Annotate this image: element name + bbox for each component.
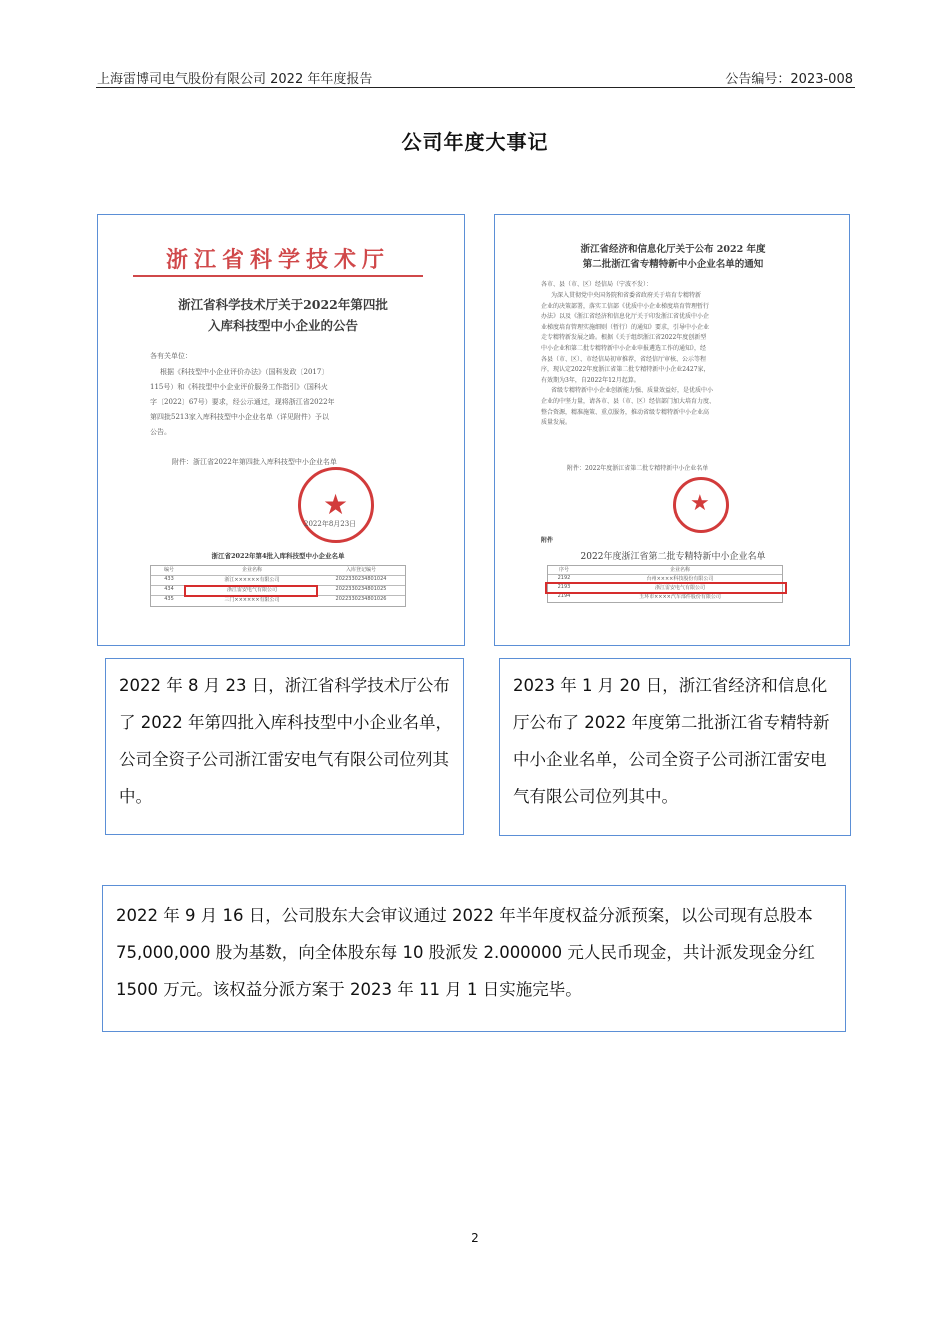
announcement-number: 公告编号：2023-008 (725, 72, 853, 87)
table-cell: 2022330234801025 (335, 586, 387, 592)
doc-title-line-2: 入库科技型中小企业的公告 (207, 318, 358, 333)
table-header-cell: 编号 (163, 567, 174, 573)
table-cell: 2022330234801026 (335, 596, 387, 602)
body-line: 省级专精特新中小企业创新能力强、质量效益好，是优质中小 (551, 387, 714, 395)
table-header-row (151, 566, 405, 576)
highlight-box (184, 585, 318, 597)
body-line: 字〔2022〕67号）要求，经公示通过，现将浙江省2022年 (150, 398, 335, 406)
caption-science-dept: 2022 年 8 月 23 日，浙江省科学技术厅公布了 2022 年第四批入库科技型中小企业名单，公司全资子公司浙江雷安电气有限公司位列其中。 (105, 658, 464, 835)
page-number: 2 (471, 1231, 479, 1245)
doc-title-line-2: 第二批浙江省专精特新中小企业名单的通知 (582, 259, 764, 270)
letterhead: 浙江省科学技术厅 (165, 247, 390, 273)
table-cell: 435 (164, 596, 174, 602)
table-cell: 三门××××××有限公司 (224, 597, 280, 603)
salutation: 各市、县（市、区）经信局（宁波不发）： (541, 281, 653, 288)
header-divider (96, 87, 855, 88)
table-row (548, 593, 782, 602)
table-header-cell: 企业名称 (669, 567, 690, 573)
attachment-label: 附件 (541, 537, 554, 544)
body-line: 115号）和《科技型中小企业评价服务工作指引》（国科火 (150, 383, 328, 391)
body-line: 为深入贯彻党中央国务院和省委省政府关于培育专精特新 (551, 292, 702, 299)
body-line: 办法》以及《浙江省经济和信息化厅关于印发浙江省优质中小企 (541, 313, 710, 321)
letterhead-rule (133, 275, 423, 277)
official-seal: ★ (298, 467, 374, 543)
table-cell: 玉环市××××汽车部件股份有限公司 (639, 594, 721, 600)
issue-date: 2022年8月23日 (304, 520, 357, 528)
caption-dividend: 2022 年 9 月 16 日，公司股东大会审议通过 2022 年半年度权益分派预案，以公司现有总股本 75,000,000 股为基数，向全体股东每 10 股派发 2.000000 元人民币现金，共计派发现金分红 1500 万元。该权益分派方案于 2023 年 11 月 1 日实施完毕。 (102, 885, 846, 1032)
official-seal: ★ (673, 477, 729, 533)
body-line: 整合资源，精准施策、重点服务，推动省级专精特新中小企业高 (541, 408, 710, 416)
page-title: 公司年度大事记 (401, 130, 549, 154)
table-cell: 台州××××科技股份有限公司 (646, 576, 714, 582)
body-line: 各县（市、区）、市经信局初审推荐，省经信厅审核、公示等程 (541, 355, 707, 363)
table-cell: 433 (164, 576, 174, 582)
body-line: 第四批5213家入库科技型中小企业名单（详见附件）予以 (150, 413, 329, 421)
list-table-title: 浙江省2022年第4批入库科技型中小企业名单 (211, 552, 345, 560)
table-cell: 2022330234801024 (335, 576, 387, 582)
body-line: 企业的决策部署，落实工信部《优质中小企业梯度培育管理暂行 (541, 302, 710, 310)
salutation: 各有关单位： (150, 352, 192, 360)
body-line: 质量发展。 (541, 419, 572, 427)
body-line: 中小企业和第二批专精特新中小企业申报遴选工作的通知》，经 (541, 344, 707, 352)
list-title: 2022年度浙江省第二批专精特新中小企业名单 (580, 552, 766, 562)
body-text (541, 291, 811, 429)
table-header-cell: 入库登记编号 (345, 567, 376, 573)
caption-economy-dept: 2023 年 1 月 20 日，浙江省经济和信息化厅公布了 2022 年度第二批浙江省专精特新中小企业名单，公司全资子公司浙江雷安电气有限公司位列其中。 (499, 658, 851, 836)
body-line: 序，现认定2022年度浙江省第二批专精特新中小企业2427家， (541, 366, 710, 374)
report-title-header: 上海雷博司电气股份有限公司 2022 年年度报告 (97, 72, 373, 87)
attachment-note: 附件：浙江省2022年第四批入库科技型中小企业名单 (172, 458, 337, 466)
table-cell: 2192 (557, 575, 571, 581)
table-row (151, 596, 405, 606)
attachment-note: 附件：2022年度浙江省第二批专精特新中小企业名单 (567, 465, 709, 472)
body-line: 走专精特新发展之路。根据《关于组织浙江省2022年度创新型 (541, 334, 707, 342)
highlight-box (545, 582, 787, 594)
body-line: 企业的中坚力量，请各市、县（市、区）经信部门加大培育力度、 (541, 397, 716, 405)
table-cell: 浙江雷安电气有限公司 (226, 587, 277, 593)
economy-dept-document-image (494, 214, 850, 646)
table-cell: 浙江××××××有限公司 (224, 577, 280, 583)
doc-title-line-1: 浙江省经济和信息化厅关于公布 2022 年度 (580, 244, 766, 255)
table-cell: 2194 (557, 593, 571, 599)
table-header-cell: 序号 (558, 567, 569, 573)
table-cell: 434 (164, 586, 174, 592)
doc-title-line-1: 浙江省科学技术厅关于2022年第四批 (178, 297, 388, 312)
table-cell: 浙江雷安电气有限公司 (654, 585, 705, 591)
body-line: 根据《科技型中小企业评价办法》（国科发政〔2017〕 (160, 368, 329, 376)
science-dept-document-image (97, 214, 465, 646)
table-cell: 2193 (557, 584, 571, 590)
table-header-cell: 企业名称 (241, 567, 262, 573)
body-line: 公告。 (150, 428, 171, 436)
body-text (150, 365, 415, 440)
body-line: 业梯度培育管理实施细则（暂行）的通知》要求，引导中小企业 (541, 323, 710, 331)
table-header-row (548, 566, 782, 575)
body-line: 有效期为3年，自2022年12月起算。 (541, 376, 640, 384)
